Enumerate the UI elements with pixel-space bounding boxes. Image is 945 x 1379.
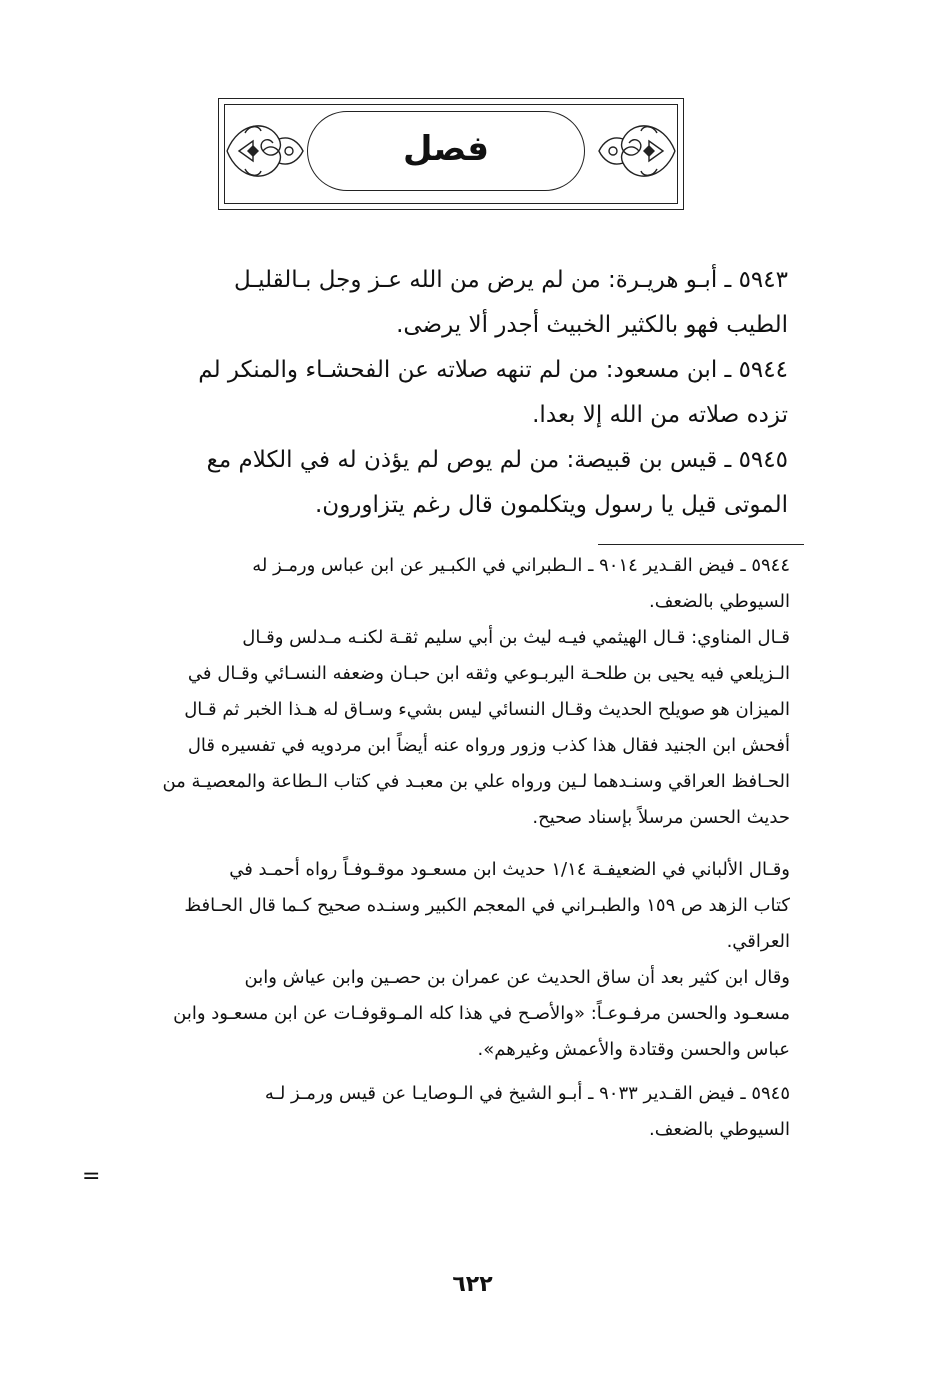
section-header-frame xyxy=(218,98,684,210)
munawi-line-5: الحـافظ العراقي وسنـدهما لـين ورواه علي بن معبـد في كتاب الـطاعة والمعصيـة من xyxy=(162,771,790,792)
entry-5943-line-2: الطيب فهو بالكثير الخبيث أجدر ألا يرضى. xyxy=(396,312,788,338)
albani-line-3: العراقي. xyxy=(726,931,790,952)
munawi-line-4: أفحش ابن الجنيد فقال هذا كذب وزور ورواه عنه أيضاً ابن مردويه في تفسيره قال xyxy=(187,735,790,756)
title-oval xyxy=(307,111,585,191)
albani-line-1: وقـال الألباني في الضعيفـة ١/١٤ حديث ابن مسعـود موقـوفـاً رواه أحمـد في xyxy=(229,859,790,880)
section-title: فصل xyxy=(402,129,490,169)
right-ornament-icon xyxy=(595,111,683,191)
footnotes xyxy=(100,548,790,1148)
footnote-5945-line-2: السيوطي بالضعف. xyxy=(649,1119,790,1140)
footnote-5945-line-1: ٥٩٤٥ ـ فيض القـدير ٩٠٣٣ ـ أبـو الشيخ في الـوصايـا عن قيس ورمـز لـه xyxy=(264,1083,790,1104)
page-number: ٦٢٢ xyxy=(452,1272,493,1297)
ibnkathir-line-3: عباس والحسن وقتادة والأعمش وغيرهم». xyxy=(477,1039,790,1060)
albani-line-2: كتاب الزهد ص ١٥٩ والطبـراني في المعجم الكبير وسنـده صحيح كـما قال الحـافظ xyxy=(184,895,790,916)
munawi-line-2: الـزيلعي فيه يحيى بن طلحـة اليربـوعي وثقه ابن حبـان وضعفه النسـائي وقـال في xyxy=(187,663,790,684)
entry-5943-line-1: ٥٩٤٣ ـ أبـو هريـرة: من لم يرض من الله عـز وجل بـالقليـل xyxy=(233,267,788,293)
munawi-line-1: قـال المناوي: قـال الهيثمي فيـه ليث بن أبي سليم ثقـة لكنـه مـدلس وقـال xyxy=(242,627,790,648)
ibnkathir-line-1: وقال ابن كثير بعد أن ساق الحديث عن عمران بن حصـين وابن عياش وابن xyxy=(244,967,790,988)
entry-5945-line-1: ٥٩٤٥ ـ قيس بن قبيصة: من لم يوص لم يؤذن له في الكلام مع xyxy=(206,447,788,473)
munawi-line-3: الميزان هو صويلح الحديث وقـال النسائي ليس بشيء وسـاق له هـذا الخبر ثم قـال xyxy=(184,699,790,720)
footnote-5944-line-2: السيوطي بالضعف. xyxy=(649,591,790,612)
munawi-line-6: حديث الحسن مرسلاً بإسناد صحيح. xyxy=(532,807,790,828)
footnote-separator xyxy=(598,544,804,545)
main-text xyxy=(108,258,788,528)
continuation-mark: = xyxy=(82,1164,101,1189)
ibnkathir-line-2: مسعـود والحسن مرفـوعـاً: «والأصـح في هذا كله المـوقوفـات عن ابن مسعـود وابن xyxy=(173,1003,790,1024)
left-ornament-icon xyxy=(219,111,307,191)
entry-5944-line-1: ٥٩٤٤ ـ ابن مسعود: من لم تنهه صلاته عن الفحشـاء والمنكر لم xyxy=(198,357,788,383)
entry-5944-line-2: تزده صلاته من الله إلا بعدا. xyxy=(532,402,788,428)
footnote-5944-line-1: ٥٩٤٤ ـ فيض القـدير ٩٠١٤ ـ الـطبراني في الكبـير عن ابن عباس ورمـز له xyxy=(252,555,790,576)
entry-5945-line-2: الموتى قيل يا رسول ويتكلمون قال رغم يتزاورون. xyxy=(315,492,788,518)
